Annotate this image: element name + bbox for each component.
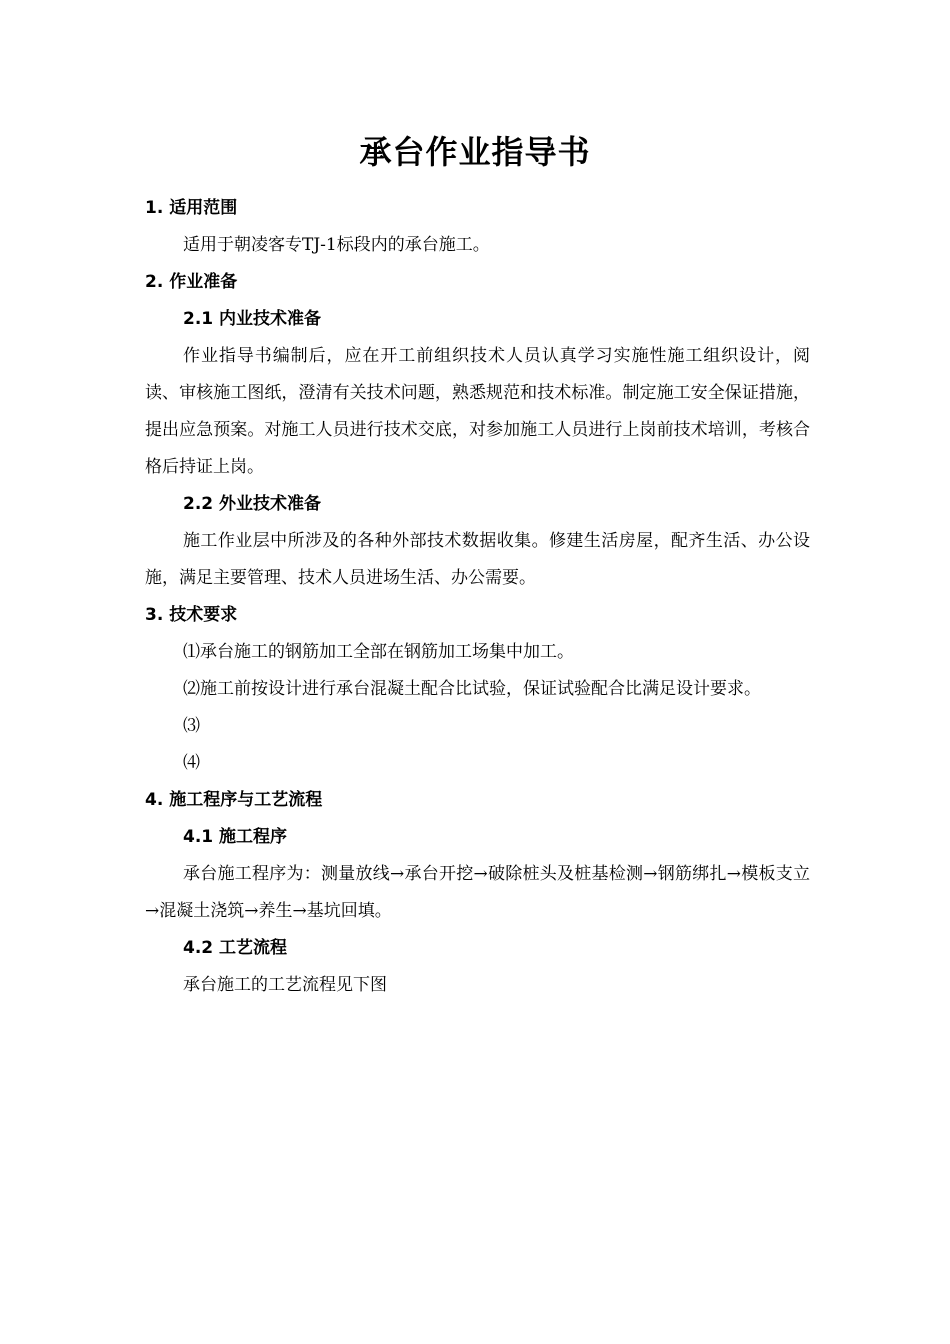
subsection-heading-process-flow: 4.2 工艺流程 xyxy=(183,938,288,958)
scope-paragraph: 适用于朝凌客专TJ-1标段内的承台施工。 xyxy=(183,235,490,255)
section-heading-requirements: 3. 技术要求 xyxy=(145,605,238,625)
subsection-heading-field-prep: 2.2 外业技术准备 xyxy=(183,494,322,514)
section-heading-preparation: 2. 作业准备 xyxy=(145,272,238,292)
field-prep-paragraph: 施工作业层中所涉及的各种外部技术数据收集。修建生活房屋，配齐生活、办公设施，满足主要管理、技术人员进场生活、办公需要。 xyxy=(145,531,810,588)
requirement-item-2: ⑵施工前按设计进行承台混凝土配合比试验，保证试验配合比满足设计要求。 xyxy=(183,679,761,699)
requirement-item-3: ⑶ xyxy=(183,716,200,736)
document-body xyxy=(145,190,810,1004)
office-prep-paragraph: 作业指导书编制后，应在开工前组织技术人员认真学习实施性施工组织设计，阅读、审核施工图纸，澄清有关技术问题，熟悉规范和技术标准。制定施工安全保证措施，提出应急预案。对施工人员进行技术交底，对参加施工人员进行上岗前技术培训，考核合格后持证上岗。 xyxy=(145,346,810,477)
construction-sequence-paragraph: 承台施工程序为：测量放线→承台开挖→破除桩头及桩基检测→钢筋绑扎→模板支立→混凝土浇筑→养生→基坑回填。 xyxy=(145,864,810,921)
subsection-heading-office-prep: 2.1 内业技术准备 xyxy=(183,309,322,329)
requirement-item-4: ⑷ xyxy=(183,753,200,773)
requirement-item-1: ⑴承台施工的钢筋加工全部在钢筋加工场集中加工。 xyxy=(183,642,574,662)
subsection-heading-construction-sequence: 4.1 施工程序 xyxy=(183,827,288,847)
section-heading-procedure: 4. 施工程序与工艺流程 xyxy=(145,790,323,810)
section-heading-scope: 1. 适用范围 xyxy=(145,198,238,218)
document-title: 承台作业指导书 xyxy=(359,133,591,171)
process-flow-paragraph: 承台施工的工艺流程见下图 xyxy=(183,975,387,995)
